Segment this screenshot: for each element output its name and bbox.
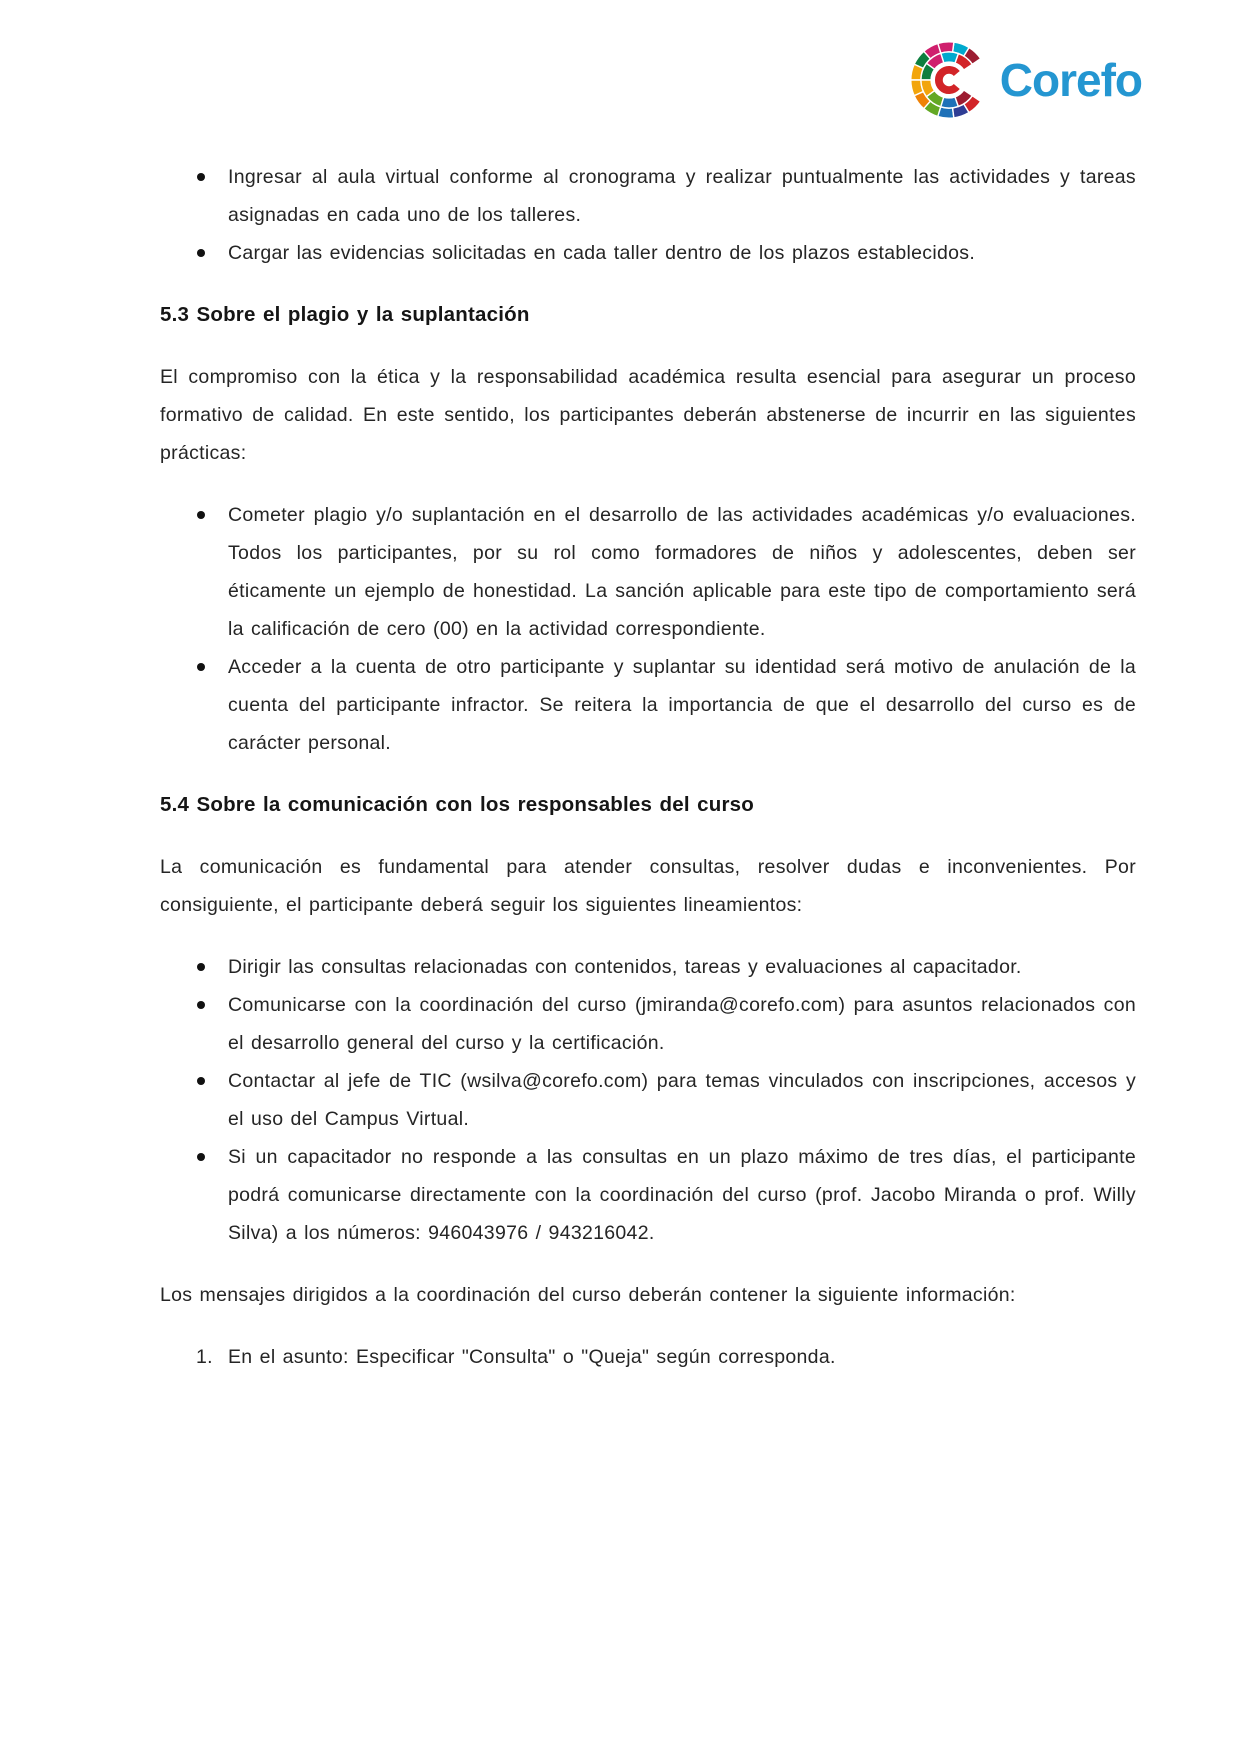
numbered-item-text: En el asunto: Especificar "Consulta" o "Queja" según corresponda. (228, 1346, 836, 1368)
list-item (160, 234, 1136, 272)
corefo-mosaic-c-icon (910, 41, 988, 119)
list-item (160, 496, 1136, 648)
list-item-text: Ingresar al aula virtual conforme al cronograma y realizar puntualmente las actividades y tareas asignadas en cada uno de los talleres. (228, 166, 1136, 226)
bullet-icon (197, 1001, 205, 1009)
header (0, 0, 1242, 120)
list-item (160, 648, 1136, 762)
brand-name: Corefo (999, 54, 1142, 106)
bullet-icon (197, 963, 205, 971)
list-item-text: Cometer plagio y/o suplantación en el desarrollo de las actividades académicas y/o evaluaciones. Todos los participantes, por su rol como formadores de niños y adolescentes, deben ser éticamente un ejemplo de honestidad. La sanción aplicable para este tipo de comportamiento será la calificación de cero (00) en la actividad correspondiente. (228, 504, 1136, 640)
section-5-4-heading: 5.4 Sobre la comunicación con los responsables del curso (160, 793, 754, 816)
section-5-3-paragraph: El compromiso con la ética y la responsabilidad académica resulta esencial para asegurar un proceso formativo de calidad. En este sentido, los participantes deberán abstenerse de incurrir en las siguientes prácticas: (160, 366, 1136, 464)
document-content (0, 120, 1242, 1376)
list-item-text: Acceder a la cuenta de otro participante y suplantar su identidad será motivo de anulación de la cuenta del participante infractor. Se reitera la importancia de que el desarrollo del curso es de carácter personal. (228, 656, 1136, 754)
list-item-text: Dirigir las consultas relacionadas con contenidos, tareas y evaluaciones al capacitador. (228, 956, 1022, 978)
list-item (160, 1138, 1136, 1252)
list-item-text: Contactar al jefe de TIC (wsilva@corefo.com) para temas vinculados con inscripciones, accesos y el uso del Campus Virtual. (228, 1070, 1136, 1130)
list-item (160, 986, 1136, 1062)
bullet-icon (197, 1077, 205, 1085)
intro-bullet-list (160, 158, 1136, 272)
closing-paragraph: Los mensajes dirigidos a la coordinación del curso deberán contener la siguiente información: (160, 1284, 1016, 1306)
section-5-3-heading: 5.3 Sobre el plagio y la suplantación (160, 303, 530, 326)
bullet-icon (197, 173, 205, 181)
numbered-item (160, 1338, 1136, 1376)
bullet-icon (197, 249, 205, 257)
bullet-icon (197, 511, 205, 519)
list-item-text: Si un capacitador no responde a las consultas en un plazo máximo de tres días, el participante podrá comunicarse directamente con la coordinación del curso (prof. Jacobo Miranda o prof. Willy Silva) a los números: 946043976 / 943216042. (228, 1146, 1136, 1244)
list-item-text: Comunicarse con la coordinación del curso (jmiranda@corefo.com) para asuntos relacionados con el desarrollo general del curso y la certificación. (228, 994, 1136, 1054)
bullet-icon (197, 663, 205, 671)
corefo-logo (910, 41, 1142, 119)
list-item-text: Cargar las evidencias solicitadas en cada taller dentro de los plazos establecidos. (228, 242, 976, 264)
section-5-4-bullet-list (160, 948, 1136, 1252)
list-item (160, 1062, 1136, 1138)
numbered-list (160, 1338, 1136, 1376)
section-5-4-paragraph: La comunicación es fundamental para atender consultas, resolver dudas e inconvenientes. Por consiguiente, el participante deberá seguir los siguientes lineamientos: (160, 856, 1136, 916)
list-item (160, 948, 1136, 986)
section-5-3-bullet-list (160, 496, 1136, 762)
numbered-item-marker: 1. (196, 1346, 213, 1368)
bullet-icon (197, 1153, 205, 1161)
list-item (160, 158, 1136, 234)
